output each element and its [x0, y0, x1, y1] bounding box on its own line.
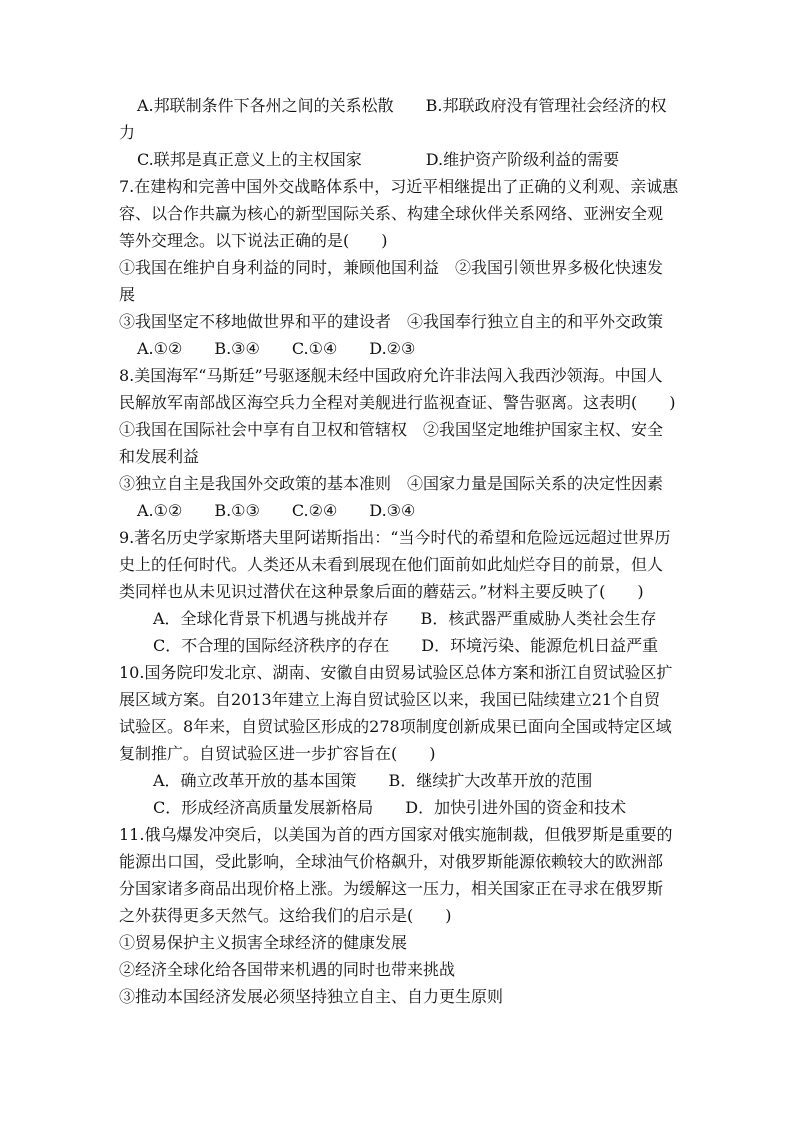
q11-stem-line-3: 分国家诸多商品出现价格上涨。为缓解这一压力，相关国家正在寻求在俄罗斯 — [119, 879, 664, 898]
q7-options: A.①② B.③④ C.①④ D.②③ — [137, 339, 416, 358]
q10-stem-line-4: 复制推广。自贸试验区进一步扩容旨在( ) — [119, 744, 436, 763]
q10-stem-line-1: 10.国务院印发北京、湖南、安徽自由贸易试验区总体方案和浙江自贸试验区扩 — [119, 663, 673, 682]
q6-options-ab: A.邦联制条件下各州之间的关系松散 B.邦联政府没有管理社会经济的权 — [137, 96, 667, 115]
q9-stem-line-2: 史上的任何时代。人类还从未看到展现在他们面前如此灿烂夺目的前景，但人 — [119, 555, 664, 574]
q7-statement-2-continued: 展 — [119, 285, 136, 304]
q7-statements-1-2: ①我国在维护自身利益的同时，兼顾他国利益 ②我国引领世界多极化快速发 — [119, 258, 664, 277]
q7-stem-line-3: 等外交理念。以下说法正确的是( ) — [119, 231, 388, 250]
q11-stem-line-4: 之外获得更多天然气。这给我们的启示是( ) — [119, 906, 452, 925]
q11-statement-1: ①贸易保护主义损害全球经济的健康发展 — [119, 933, 408, 952]
q8-statement-2-continued: 和发展利益 — [119, 447, 200, 466]
q9-stem-line-3: 类同样也从未见识过潜伏在这种景象后面的蘑菇云。”材料主要反映了( ) — [119, 582, 644, 601]
q8-options: A.①② B.①③ C.②④ D.③④ — [137, 501, 416, 520]
q10-options-ab: A．确立改革开放的基本国策 B．继续扩大改革开放的范围 — [153, 771, 593, 790]
q7-stem-line-1: 7.在建构和完善中国外交战略体系中，习近平相继提出了正确的义利观、亲诚惠 — [119, 177, 679, 196]
q9-stem-line-1: 9.著名历史学家斯塔夫里阿诺斯指出：“当今时代的希望和危险远远超过世界历 — [119, 528, 671, 547]
q10-stem-line-2: 展区域方案。自2013年建立上海自贸试验区以来，我国已陆续建立21个自贸 — [119, 690, 661, 709]
q7-statements-3-4: ③我国坚定不移地做世界和平的建设者 ④我国奉行独立自主的和平外交政策 — [119, 312, 664, 331]
q11-statement-2: ②经济全球化给各国带来机遇的同时也带来挑战 — [119, 960, 456, 979]
q11-stem-line-2: 能源出口国，受此影响，全球油气价格飙升，对俄罗斯能源依赖较大的欧洲部 — [119, 852, 664, 871]
q8-stem-line-1: 8.美国海军“马斯廷”号驱逐舰未经中国政府允许非法闯入我西沙领海。中国人 — [119, 366, 663, 385]
q11-stem-line-1: 11.俄乌爆发冲突后，以美国为首的西方国家对俄实施制裁，但俄罗斯是重要的 — [119, 825, 673, 844]
q9-options-ab: A．全球化背景下机遇与挑战并存 B．核武器严重威胁人类社会生存 — [153, 609, 657, 628]
q11-statement-3: ③推动本国经济发展必须坚持独立自主、自力更生原则 — [119, 987, 504, 1006]
q7-stem-line-2: 容、以合作共赢为核心的新型国际关系、构建全球伙伴关系网络、亚洲安全观 — [119, 204, 664, 223]
q10-options-cd: C．形成经济高质量发展新格局 D．加快引进外国的资金和技术 — [153, 798, 627, 817]
q6-option-b-continued: 力 — [119, 123, 136, 142]
q6-options-cd: C.联邦是真正意义上的主权国家 D.维护资产阶级利益的需要 — [137, 150, 620, 169]
q9-options-cd: C．不合理的国际经济秩序的存在 D．环境污染、能源危机日益严重 — [153, 636, 659, 655]
q8-statements-1-2: ①我国在国际社会中享有自卫权和管辖权 ②我国坚定地维护国家主权、安全 — [119, 420, 664, 439]
q10-stem-line-3: 试验区。8年来，自贸试验区形成的278项制度创新成果已面向全国或特定区域 — [119, 717, 672, 736]
q8-statements-3-4: ③独立自主是我国外交政策的基本准则 ④国家力量是国际关系的决定性因素 — [119, 474, 664, 493]
q8-stem-line-2: 民解放军南部战区海空兵力全程对美舰进行监视查证、警告驱离。这表明( ) — [119, 393, 676, 412]
